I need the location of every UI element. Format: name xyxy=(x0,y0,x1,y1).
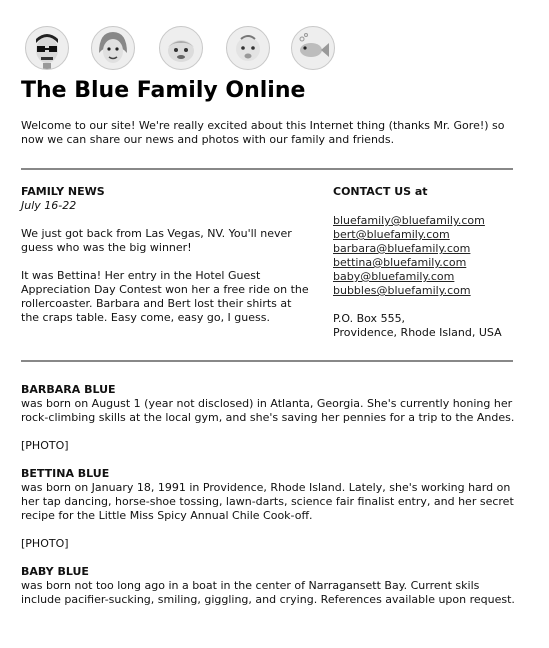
news-paragraph: We just got back from Las Vegas, NV. You'll never guess who was the big winner! xyxy=(21,227,292,254)
mailing-address xyxy=(333,312,523,340)
fish-avatar-icon[interactable] xyxy=(291,26,335,70)
baby-avatar-icon[interactable] xyxy=(226,26,270,70)
email-link-barbara[interactable]: barbara@bluefamily.com xyxy=(333,242,471,255)
bio-text: was born not too long ago in a boat in the center of Narragansett Bay. Current skils include pacifier-sucking, smiling, giggling, and crying. References available upon request. xyxy=(21,579,515,606)
family-news-section xyxy=(21,185,309,339)
bio-name: BETTINA BLUE xyxy=(21,467,110,480)
email-link-bluefamily[interactable]: bluefamily@bluefamily.com xyxy=(333,214,485,227)
photo-placeholder: [PHOTO] xyxy=(21,537,69,550)
divider xyxy=(21,360,513,362)
news-date: July 16-22 xyxy=(21,199,77,212)
email-link-baby[interactable]: baby@bluefamily.com xyxy=(333,270,455,283)
news-paragraph: It was Bettina! Her entry in the Hotel Guest Appreciation Day Contest won her a free ride on the rollercoaster. Barbara and Bert lost their shirts at the craps table. Easy come, easy go, I guess. xyxy=(21,269,309,324)
divider xyxy=(21,168,513,170)
email-link-bubbles[interactable]: bubbles@bluefamily.com xyxy=(333,284,471,297)
girl-avatar-icon[interactable] xyxy=(159,26,203,70)
family-bios xyxy=(21,383,516,621)
photo-placeholder: [PHOTO] xyxy=(21,439,69,452)
contact-heading: CONTACT US at xyxy=(333,185,428,198)
email-link-bettina[interactable]: bettina@bluefamily.com xyxy=(333,256,467,269)
address-line: Providence, Rhode Island, USA xyxy=(333,326,502,339)
email-link-bert[interactable]: bert@bluefamily.com xyxy=(333,228,450,241)
man-with-glasses-avatar-icon[interactable] xyxy=(25,26,69,70)
address-line: P.O. Box 555, xyxy=(333,312,406,325)
woman-avatar-icon[interactable] xyxy=(91,26,135,70)
page-title: The Blue Family Online xyxy=(21,78,306,103)
contact-section xyxy=(333,185,523,340)
bio-name: BARBARA BLUE xyxy=(21,383,116,396)
bio-text: was born on August 1 (year not disclosed) in Atlanta, Georgia. She's currently honing her rock-climbing skills at the local gym, and she's saving her pennies for a trip to the Andes. xyxy=(21,397,515,424)
bio-text: was born on January 18, 1991 in Providence, Rhode Island. Lately, she's working hard on her tap dancing, horse-shoe tossing, lawn-darts, science fair finalist entry, and her secret recipe for the Little Miss Spicy Annual Chile Cook-off. xyxy=(21,481,514,522)
bio-name: BABY BLUE xyxy=(21,565,89,578)
intro-text: Welcome to our site! We're really excited about this Internet thing (thanks Mr. Gore!) so now we can share our news and photos with our family and friends. xyxy=(21,119,505,146)
family-news-heading: FAMILY NEWS xyxy=(21,185,105,198)
